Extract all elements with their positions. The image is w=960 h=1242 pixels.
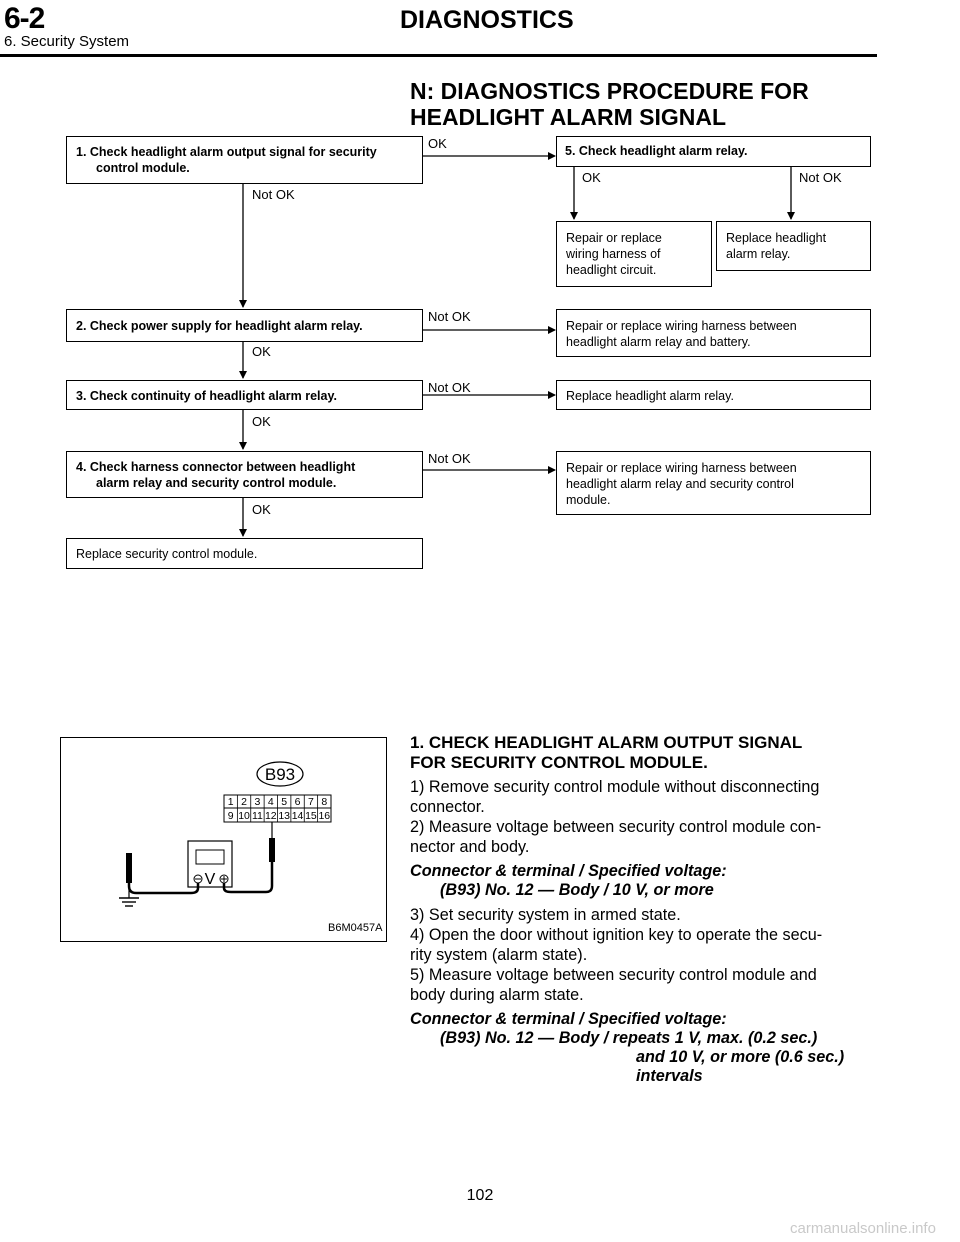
spec-2-value-line3: intervals xyxy=(636,1067,703,1085)
spec-2-label: Connector & terminal / Specified voltage: xyxy=(410,1010,727,1028)
connector-pin: 5 xyxy=(281,796,288,808)
spec-2-value-line2: and 10 V, or more (0.6 sec.) xyxy=(636,1048,845,1066)
connector-pin: 1 xyxy=(227,796,234,808)
step1-ok-label: OK xyxy=(428,136,447,151)
flow-step-2: 2. Check power supply for headlight alarm relay. xyxy=(66,309,423,342)
connector-pin: 2 xyxy=(241,796,247,808)
spec-2-value-line1: (B93) No. 12 — Body / repeats 1 V, max. (0.2 sec.) xyxy=(440,1029,818,1047)
step4-notok-result: Repair or replace wiring harness between headlight alarm relay and security control module. xyxy=(556,451,871,515)
step5-ok-label: OK xyxy=(582,170,601,185)
connector-pin: 14 xyxy=(291,810,304,822)
connector-pin: 9 xyxy=(227,810,234,822)
connector-pin: 16 xyxy=(318,810,331,822)
spec-1-value: (B93) No. 12 — Body / 10 V, or more xyxy=(440,881,714,899)
step2-notok-result: Repair or replace wiring harness between headlight alarm relay and battery. xyxy=(556,309,871,357)
flow-step-1: 1. Check headlight alarm output signal for security control module. xyxy=(66,136,423,184)
watermark: carmanualsonline.info xyxy=(790,1220,936,1237)
step2-notok-label: Not OK xyxy=(428,309,471,324)
flow-step-4: 4. Check harness connector between headlight alarm relay and security control module. xyxy=(66,451,423,498)
section-title: DIAGNOSTICS xyxy=(400,6,574,34)
instruction-1: 1) Remove security control module without disconnecting connector. xyxy=(410,778,820,816)
figure-id: B6M0457A xyxy=(328,922,383,934)
subsection-title: 6. Security System xyxy=(4,33,130,50)
connector-label: B93 xyxy=(264,765,296,784)
step3-notok-label: Not OK xyxy=(428,380,471,395)
instruction-5: 5) Measure voltage between security control module and body during alarm state. xyxy=(410,966,817,1004)
section-number: 6-2 xyxy=(4,2,45,35)
flow-final: Replace security control module. xyxy=(66,538,423,569)
voltmeter-symbol: V xyxy=(204,871,216,888)
instruction-3: 3) Set security system in armed state. xyxy=(410,906,681,924)
step4-notok-label: Not OK xyxy=(428,451,471,466)
flow-step-3: 3. Check continuity of headlight alarm relay. xyxy=(66,380,423,410)
flow-step-5: 5. Check headlight alarm relay. xyxy=(556,136,871,167)
step3-ok-label: OK xyxy=(252,414,271,429)
step3-notok-result: Replace headlight alarm relay. xyxy=(556,380,871,410)
connector-pin: 10 xyxy=(238,810,250,822)
connector-pin: 12 xyxy=(264,810,277,822)
negative-probe xyxy=(126,853,132,883)
connector-pin: 3 xyxy=(254,796,261,808)
connector-figure xyxy=(61,738,386,941)
step-detail-heading: 1. CHECK HEADLIGHT ALARM OUTPUT SIGNAL FOR SECURITY CONTROL MODULE. xyxy=(410,733,803,772)
page-number: 102 xyxy=(466,1187,494,1204)
connector-pin: 6 xyxy=(294,796,301,808)
connector-pin: 15 xyxy=(305,810,317,822)
connector-pin: 4 xyxy=(267,796,274,808)
procedure-title: N: DIAGNOSTICS PROCEDURE FOR HEADLIGHT ALARM SIGNAL xyxy=(410,78,809,130)
positive-probe xyxy=(269,838,275,862)
step5-notok-result: Replace headlight alarm relay. xyxy=(716,221,871,271)
step5-ok-result: Repair or replace wiring harness of headlight circuit. xyxy=(556,221,712,287)
connector-pin: 7 xyxy=(308,796,314,808)
step2-ok-label: OK xyxy=(252,344,271,359)
connector-pin: 8 xyxy=(321,796,328,808)
connector-pin: 11 xyxy=(251,810,263,822)
step5-notok-label: Not OK xyxy=(799,170,842,185)
connector-pin: 13 xyxy=(278,810,291,822)
instruction-4: 4) Open the door without ignition key to operate the secu- rity system (alarm state). xyxy=(410,926,823,964)
step1-notok-label: Not OK xyxy=(252,187,295,202)
step4-ok-label: OK xyxy=(252,502,271,517)
instruction-2: 2) Measure voltage between security control module con- nector and body. xyxy=(410,818,822,856)
spec-1-label: Connector & terminal / Specified voltage: xyxy=(410,862,727,880)
